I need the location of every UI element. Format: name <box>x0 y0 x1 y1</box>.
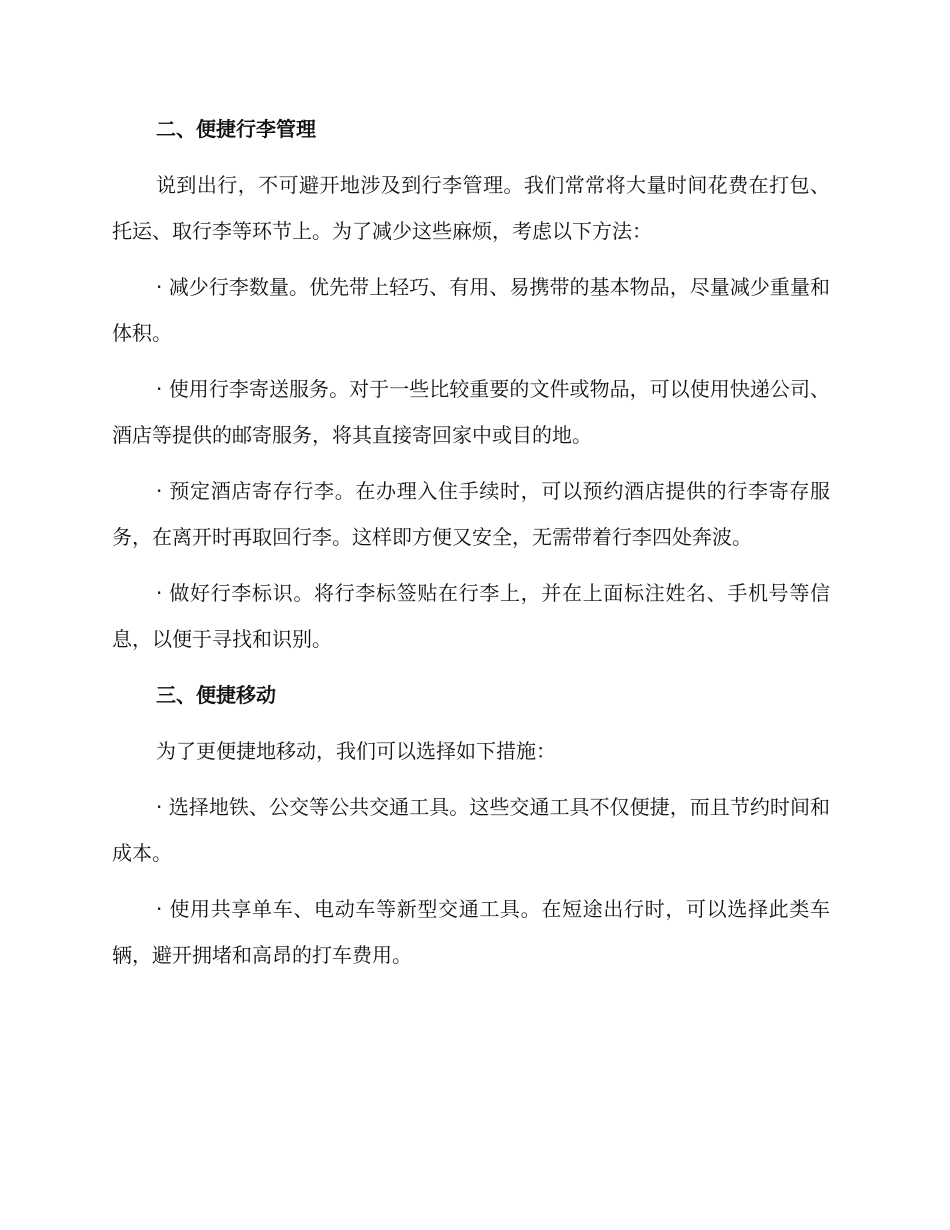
list-item-shared-vehicles: · 使用共享单车、电动车等新型交通工具。在短途出行时，可以选择此类车辆，避开拥堵和高昂的打车费用。 <box>112 897 830 967</box>
section-heading-mobility: 三、便捷移动 <box>156 683 276 707</box>
list-item-reduce-luggage: · 减少行李数量。优先带上轻巧、有用、易携带的基本物品，尽量减少重量和体积。 <box>112 275 830 345</box>
section-heading-luggage: 二、便捷行李管理 <box>156 117 316 141</box>
list-item-luggage-tags: · 做好行李标识。将行李标签贴在行李上，并在上面标注姓名、手机号等信息，以便于寻找和识别。 <box>112 581 830 651</box>
list-item-public-transit: · 选择地铁、公交等公共交通工具。这些交通工具不仅便捷，而且节约时间和成本。 <box>112 795 830 865</box>
section-intro-mobility: 为了更便捷地移动，我们可以选择如下措施： <box>156 739 556 763</box>
document-body <box>112 106 830 988</box>
section-intro-luggage: 说到出行，不可避开地涉及到行李管理。我们常常将大量时间花费在打包、托运、取行李等环节上。为了减少这些麻烦，考虑以下方法： <box>112 173 830 243</box>
list-item-shipping-service: · 使用行李寄送服务。对于一些比较重要的文件或物品，可以使用快递公司、酒店等提供的邮寄服务，将其直接寄回家中或目的地。 <box>112 377 830 447</box>
list-item-hotel-storage: · 预定酒店寄存行李。在办理入住手续时，可以预约酒店提供的行李寄存服务，在离开时再取回行李。这样即方便又安全，无需带着行李四处奔波。 <box>112 479 830 549</box>
